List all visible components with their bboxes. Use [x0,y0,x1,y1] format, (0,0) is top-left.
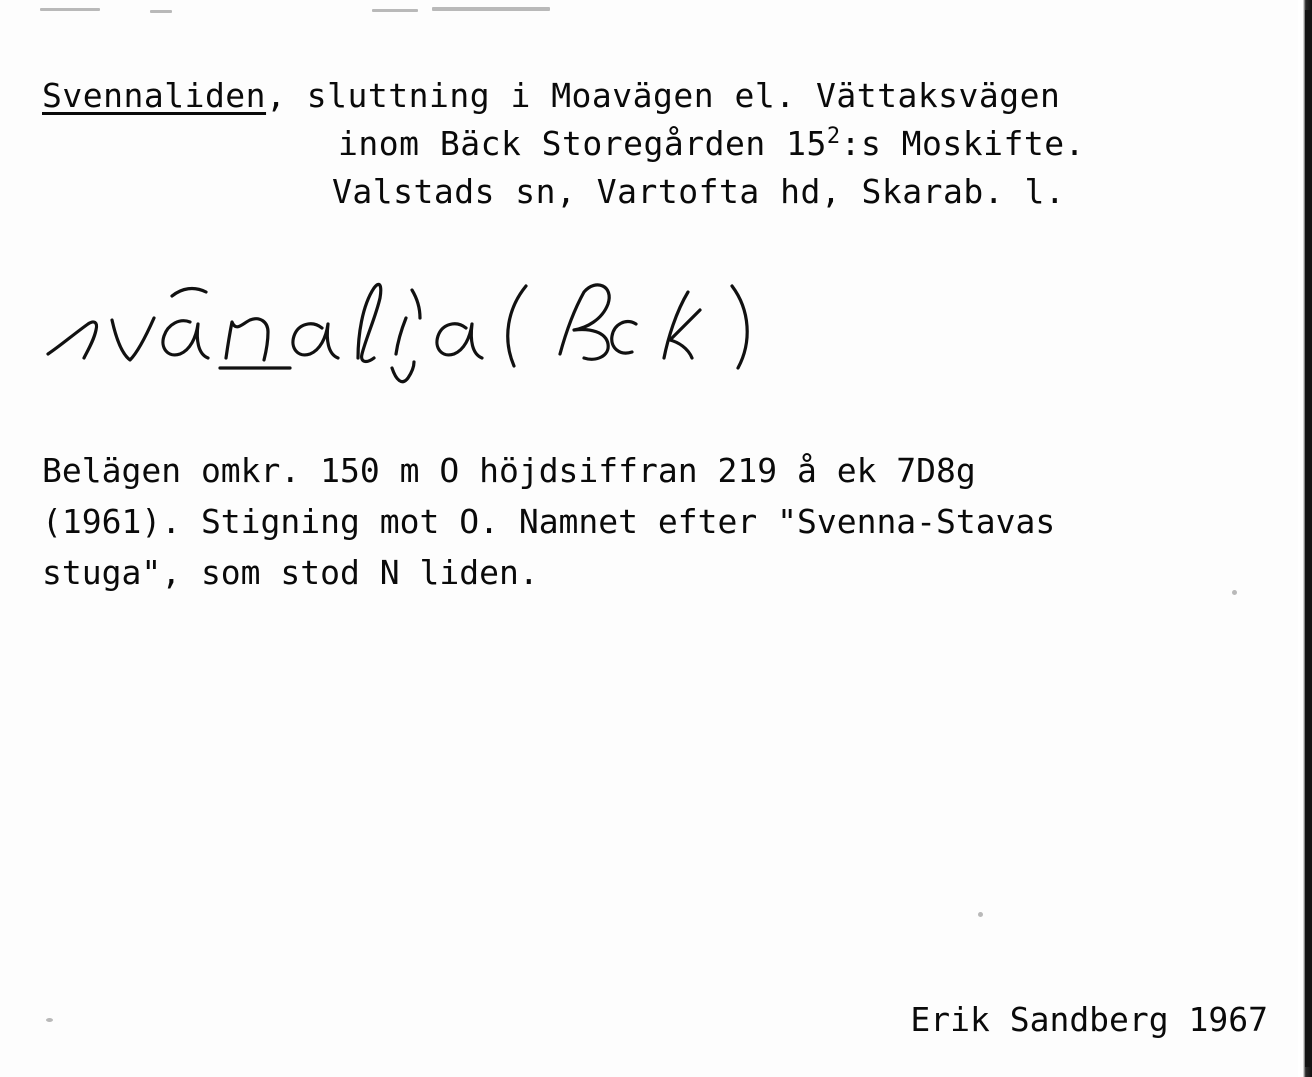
headword: Svennaliden [42,76,267,115]
body-line: (1961). Stigning mot O. Namnet efter "Svenna-Stavas [42,502,1056,541]
body-line: stuga", som stod N liden. [42,553,539,592]
signature-line: Erik Sandberg 1967 [910,1000,1268,1039]
scan-speck [372,9,418,12]
handwriting-phonetic-notation [40,262,860,392]
property-reference: inom Bäck Storegården 15 [338,124,827,163]
scan-speck [40,8,100,11]
scan-speck [46,1018,53,1022]
scan-speck [432,7,550,11]
card-body [42,445,1312,598]
scan-speck [978,912,983,917]
header-line-3: Valstads sn, Vartofta hd, Skarab. l. [332,172,1066,211]
scan-speck [150,10,172,13]
header-line-2 [42,120,1282,168]
body-line: Belägen omkr. 150 m O höjdsiffran 219 å ek 7D8g [42,451,976,490]
property-superscript: 2 [826,124,841,149]
handwriting-strokes [40,262,860,392]
property-reference-suffix: :s Moskifte. [840,124,1085,163]
card-header [42,72,1282,216]
header-line-1 [42,72,1282,120]
headword-context: , sluttning i Moavägen el. Vättaksvägen [266,76,1061,115]
